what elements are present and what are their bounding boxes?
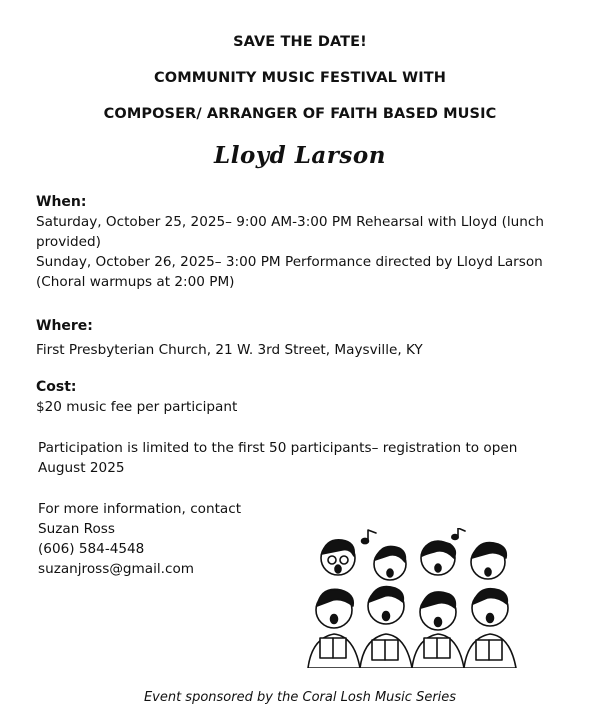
where-label: Where: bbox=[36, 318, 93, 334]
composer-name: Lloyd Larson bbox=[214, 142, 386, 169]
footer-sponsor: Event sponsored by the Coral Losh Music Series bbox=[143, 690, 457, 705]
saturday-line-2: provided) bbox=[36, 234, 101, 250]
participation-line-2: August 2025 bbox=[38, 460, 125, 476]
where-address: First Presbyterian Church, 21 W. 3rd Street, Maysville, KY bbox=[36, 342, 423, 358]
sunday-line-1: Sunday, October 26, 2025– 3:00 PM Performance directed by Lloyd Larson bbox=[36, 254, 543, 270]
where-section bbox=[36, 316, 556, 360]
when-label: When: bbox=[36, 194, 87, 210]
choir-illustration-icon bbox=[298, 528, 528, 668]
cost-section bbox=[36, 377, 556, 417]
contact-phone: (606) 584-4548 bbox=[38, 541, 145, 557]
sunday-line-2: (Choral warmups at 2:00 PM) bbox=[36, 274, 235, 290]
participation-section bbox=[38, 438, 558, 478]
contact-email: suzanjross@gmail.com bbox=[38, 561, 195, 577]
contact-intro: For more information, contact bbox=[38, 501, 242, 517]
contact-section bbox=[38, 499, 241, 579]
cost-fee: $20 music fee per participant bbox=[36, 399, 238, 415]
cost-label: Cost: bbox=[36, 379, 77, 395]
header-save-the-date: SAVE THE DATE! bbox=[233, 34, 367, 50]
when-section bbox=[36, 192, 556, 292]
saturday-line-1: Saturday, October 25, 2025– 9:00 AM-3:00 PM Rehearsal with Lloyd (lunch bbox=[36, 214, 544, 230]
contact-name: Suzan Ross bbox=[38, 521, 115, 537]
header-festival: COMMUNITY MUSIC FESTIVAL WITH bbox=[154, 70, 446, 86]
header-composer: COMPOSER/ ARRANGER OF FAITH BASED MUSIC bbox=[103, 106, 497, 122]
participation-line-1: Participation is limited to the first 50 participants– registration to open bbox=[38, 440, 518, 456]
